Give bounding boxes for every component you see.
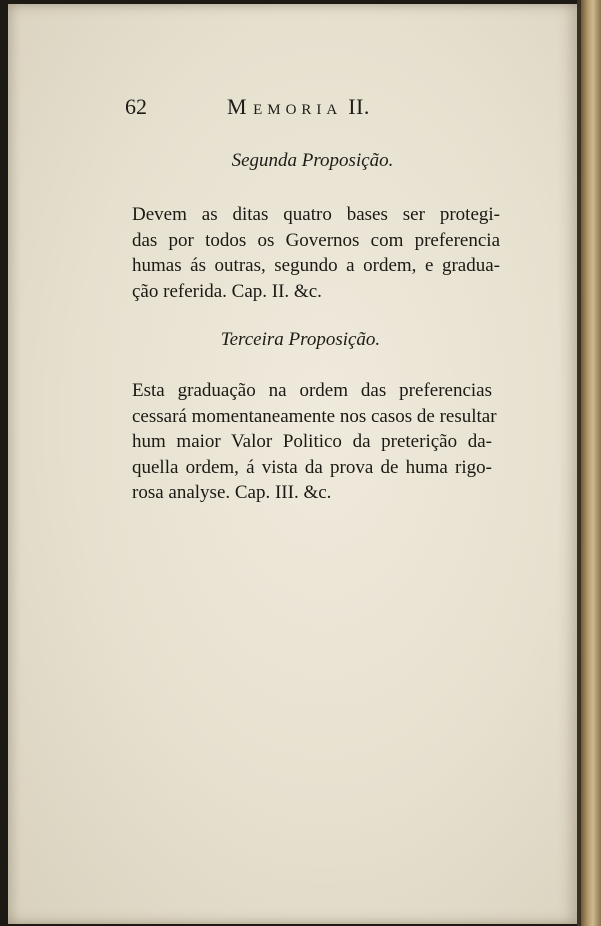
page-number: 62: [125, 94, 147, 119]
running-title-numeral: II.: [348, 94, 370, 119]
text-line: quella ordem, á vista da prova de huma rigo-: [132, 456, 492, 478]
text-line: cessará momentaneamente nos casos de resultar: [132, 405, 497, 427]
text-line: hum maior Valor Politico da preterição da-: [132, 431, 492, 452]
text-line: ção referida. Cap. II. &c.: [132, 280, 322, 302]
running-title: [227, 94, 370, 120]
text-line: rosa analyse. Cap. III. &c.: [132, 482, 332, 503]
text-line: das por todos os Governos com preferencia: [132, 229, 500, 251]
text-line: humas ás outras, segundo a ordem, e gradua-: [132, 255, 500, 276]
heading-segunda-proposicao: Segunda Proposição.: [231, 150, 394, 171]
running-title-rest: EMORIA: [253, 102, 343, 118]
running-title-initial: M: [227, 94, 248, 119]
paragraph-segunda-proposicao: [132, 202, 500, 304]
heading-terceira-proposicao: Terceira Proposição.: [220, 329, 381, 350]
book-spine: [581, 0, 601, 926]
text-line: Esta graduação na ordem das preferencias: [132, 380, 492, 401]
text-line: Devem as ditas quatro bases ser protegi-: [132, 204, 500, 225]
running-header: [125, 94, 415, 118]
paragraph-terceira-proposicao: [132, 378, 497, 506]
